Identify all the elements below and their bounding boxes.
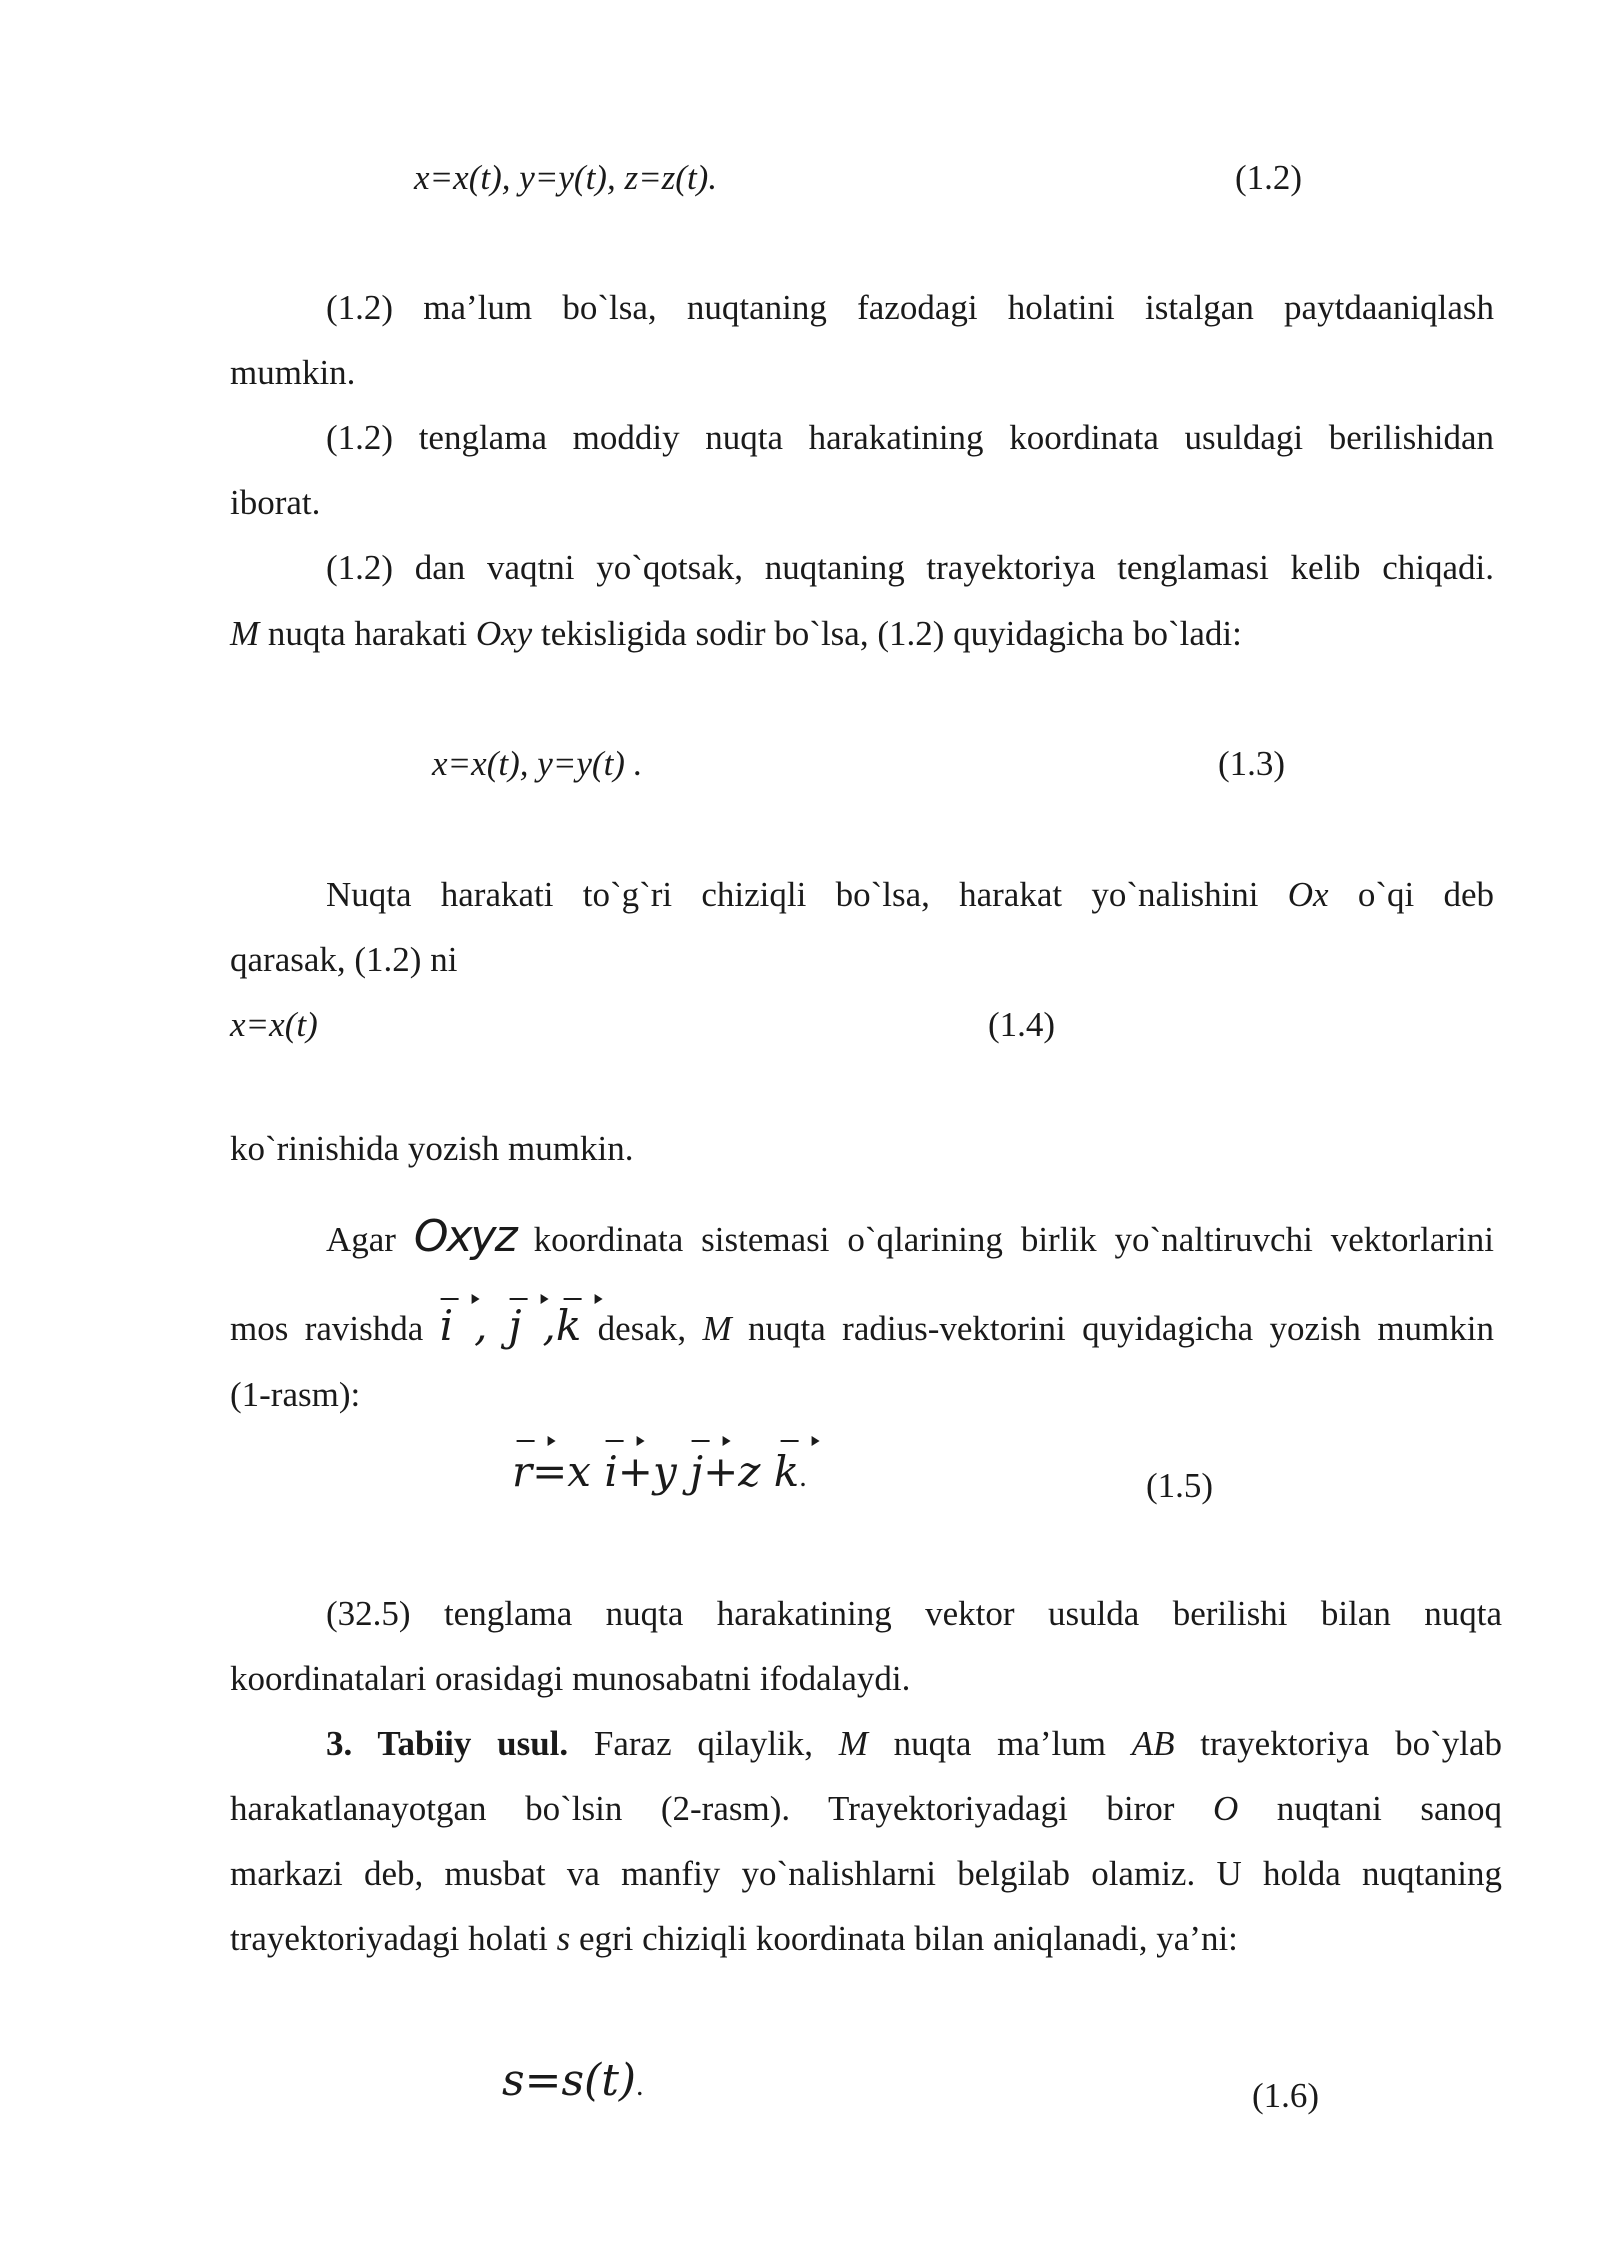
paragraph-6-line-3: (1-rasm): <box>230 1375 361 1414</box>
radius-vector-r: r <box>512 1447 533 1496</box>
unit-vector-i-eq: i <box>604 1447 618 1496</box>
paragraph-8-line-2: harakatlanayotgan bo`lsin (2-rasm). Trayektoriyadagi biror O nuqtani sanoq <box>230 1789 1502 1828</box>
paragraph-8-line-3: markazi deb, musbat va manfiy yo`nalishlarni belgilab olamiz. U holda nuqtaning <box>230 1854 1502 1893</box>
equation-1-4: x=x(t) <box>230 1005 318 1044</box>
paragraph-1-line-1: (1.2) ma’lum bo`lsa, nuqtaning fazodagi holatini istalgan paytdaaniqlash <box>326 288 1494 327</box>
section-heading: 3. Tabiiy usul. <box>326 1724 569 1763</box>
paragraph-7-line-1: (32.5) tenglama nuqta harakatining vektor usulda berilishi bilan nuqta <box>326 1594 1502 1633</box>
paragraph-2-line-1: (1.2) tenglama moddiy nuqta harakatining koordinata usuldagi berilishidan <box>326 418 1494 457</box>
equation-number-1-2: (1.2) <box>1235 158 1303 197</box>
unit-vector-j: j <box>508 1301 522 1350</box>
unit-vector-i: i <box>439 1301 454 1350</box>
equation-1-5: r=x i+y j+z k. <box>512 1447 807 1496</box>
paragraph-5-line-1: ko`rinishida yozish mumkin. <box>230 1129 634 1168</box>
paragraph-3-line-1: (1.2) dan vaqtni yo`qotsak, nuqtaning trayektoriya tenglamasi kelib chiqadi. <box>326 548 1494 587</box>
equation-1-6: s=s(t). <box>502 2055 644 2106</box>
equation-number-1-3: (1.3) <box>1218 744 1286 783</box>
paragraph-8-line-4: trayektoriyadagi holati s egri chiziqli koordinata bilan aniqlanadi, ya’ni: <box>230 1919 1238 1958</box>
paragraph-3-line-2: M nuqta harakati Oxy tekisligida sodir bo`lsa, (1.2) quyidagicha bo`ladi: <box>230 614 1242 653</box>
equation-number-1-4: (1.4) <box>988 1005 1056 1044</box>
oxyz-symbol: Oxyz <box>413 1211 516 1262</box>
paragraph-1-line-2: mumkin. <box>230 353 356 392</box>
paragraph-4-line-2: qarasak, (1.2) ni <box>230 940 458 979</box>
equation-number-1-5: (1.5) <box>1146 1466 1214 1505</box>
paragraph-6-line-2: mos ravishda i , j ,k desak, M nuqta radius-vektorini quyidagicha yozish mumkin <box>230 1301 1494 1350</box>
unit-vector-j-eq: j <box>690 1447 704 1496</box>
equation-number-1-6: (1.6) <box>1252 2076 1320 2115</box>
equation-1-2: x=x(t), y=y(t), z=z(t). <box>414 158 718 197</box>
unit-vector-k: k <box>555 1301 582 1350</box>
paragraph-4-line-1: Nuqta harakati to`g`ri chiziqli bo`lsa, harakat yo`nalishini Ox o`qi deb <box>326 875 1494 914</box>
equation-1-3: x=x(t), y=y(t) . <box>432 744 643 783</box>
paragraph-2-line-2: iborat. <box>230 483 321 522</box>
paragraph-7-line-2: koordinatalari orasidagi munosabatni ifodalaydi. <box>230 1659 911 1698</box>
paragraph-6-line-1: Agar Oxyz koordinata sistemasi o`qlarining birlik yo`naltiruvchi vektorlarini <box>326 1211 1494 1262</box>
paragraph-8-line-1: 3. Tabiiy usul. Faraz qilaylik, M nuqta ma’lum AB trayektoriya bo`ylab <box>326 1724 1502 1763</box>
unit-vector-k-eq: k <box>773 1447 800 1496</box>
